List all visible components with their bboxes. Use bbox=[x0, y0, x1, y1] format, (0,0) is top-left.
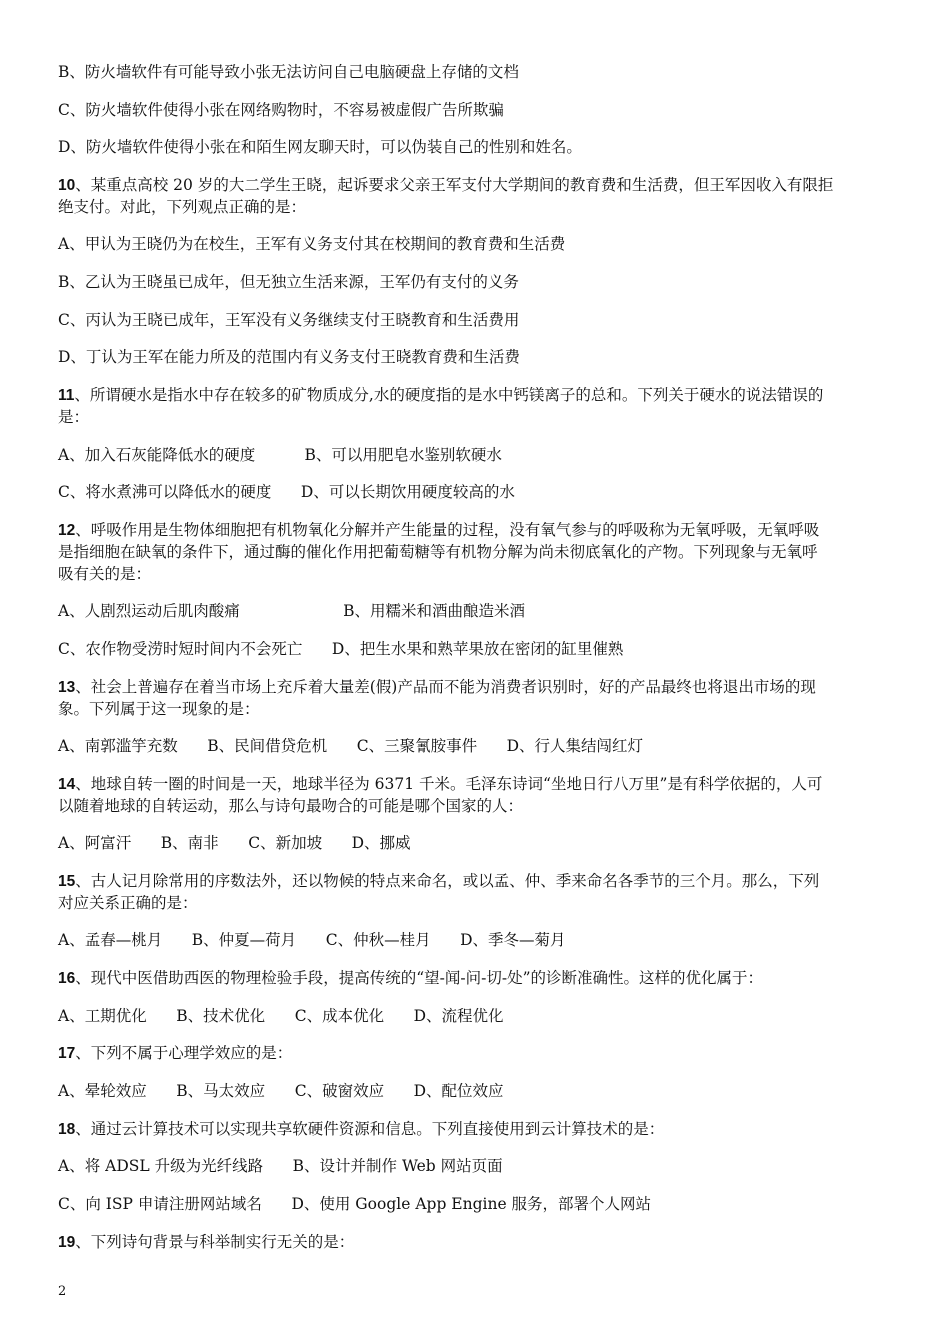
question-19: 19、下列诗句背景与科举制实行无关的是： bbox=[58, 1233, 355, 1251]
option-line: A、南郭滥竽充数 B、民间借贷危机 C、三聚氰胺事件 D、行人集结闯红灯 bbox=[58, 737, 644, 755]
page-number: 2 bbox=[58, 1284, 67, 1299]
text-line: 是： bbox=[58, 408, 90, 426]
question-17: 17、下列不属于心理学效应的是： bbox=[58, 1044, 293, 1062]
question-10: 10、某重点高校 20 岁的大二学生王晓，起诉要求父亲王军支付大学期间的教育费和生活费，但王军因收入有限拒 bbox=[58, 176, 834, 194]
option-line: A、工期优化 B、技术优化 C、成本优化 D、流程优化 bbox=[58, 1007, 504, 1025]
option-line: A、加入石灰能降低水的硬度 B、可以用肥皂水鉴别软硬水 bbox=[58, 446, 502, 464]
option-line: A、晕轮效应 B、马太效应 C、破窗效应 D、配位效应 bbox=[58, 1082, 504, 1100]
option-line: B、乙认为王晓虽已成年，但无独立生活来源，王军仍有支付的义务 bbox=[58, 273, 519, 291]
option-line: A、阿富汗 B、南非 C、新加坡 D、挪威 bbox=[58, 834, 411, 852]
text-line: 吸有关的是： bbox=[58, 565, 152, 583]
question-18: 18、通过云计算技术可以实现共享软硬件资源和信息。下列直接使用到云计算技术的是： bbox=[58, 1120, 665, 1138]
option-line: C、农作物受涝时短时间内不会死亡 D、把生水果和熟苹果放在密闭的缸里催熟 bbox=[58, 640, 624, 658]
option-line: C、将水煮沸可以降低水的硬度 D、可以长期饮用硬度较高的水 bbox=[58, 483, 515, 501]
option-line: A、将 ADSL 升级为光纤线路 B、设计并制作 Web 网站页面 bbox=[58, 1157, 503, 1175]
question-12: 12、呼吸作用是生物体细胞把有机物氧化分解并产生能量的过程，没有氧气参与的呼吸称为无氧呼吸，无氧呼吸 bbox=[58, 521, 820, 539]
text-line: C、防火墙软件使得小张在网络购物时，不容易被虚假广告所欺骗 bbox=[58, 101, 504, 119]
option-line: A、孟春—桃月 B、仲夏—荷月 C、仲秋—桂月 D、季冬—菊月 bbox=[58, 931, 566, 949]
option-line: A、甲认为王晓仍为在校生，王军有义务支付其在校期间的教育费和生活费 bbox=[58, 235, 566, 253]
question-13: 13、社会上普遍存在着当市场上充斥着大量差(假)产品而不能为消费者识别时，好的产品最终也将退出市场的现 bbox=[58, 678, 816, 696]
text-line: D、防火墙软件使得小张在和陌生网友聊天时，可以伪装自己的性别和姓名。 bbox=[58, 138, 582, 156]
text-line: B、防火墙软件有可能导致小张无法访问自己电脑硬盘上存储的文档 bbox=[58, 63, 519, 81]
question-15: 15、古人记月除常用的序数法外，还以物候的特点来命名，或以孟、仲、季来命名各季节的三个月。那么，下列 bbox=[58, 872, 820, 890]
option-line: C、向 ISP 申请注册网站域名 D、使用 Google App Engine 服务，部署个人网站 bbox=[58, 1195, 652, 1213]
option-line: A、人剧烈运动后肌肉酸痛 B、用糯米和酒曲酿造米酒 bbox=[58, 602, 526, 620]
question-16: 16、现代中医借助西医的物理检验手段，提高传统的“望-闻-问-切-处”的诊断准确性。这样的优化属于： bbox=[58, 969, 764, 987]
text-line: 对应关系正确的是： bbox=[58, 894, 198, 912]
question-14: 14、地球自转一圈的时间是一天，地球半径为 6371 千米。毛泽东诗词“坐地日行八万里”是有科学依据的，人可 bbox=[58, 775, 823, 793]
option-line: C、丙认为王晓已成年，王军没有义务继续支付王晓教育和生活费用 bbox=[58, 311, 520, 329]
text-line: 象。下列属于这一现象的是： bbox=[58, 700, 260, 718]
question-11: 11、所谓硬水是指水中存在较多的矿物质成分,水的硬度指的是水中钙镁离子的总和。下列关于硬水的说法错误的 bbox=[58, 386, 824, 404]
text-line: 绝支付。对此，下列观点正确的是： bbox=[58, 198, 307, 216]
text-line: 是指细胞在缺氧的条件下，通过酶的催化作用把葡萄糖等有机物分解为尚未彻底氧化的产物。下列现象与无氧呼 bbox=[58, 543, 818, 561]
option-line: D、丁认为王军在能力所及的范围内有义务支付王晓教育费和生活费 bbox=[58, 348, 520, 366]
text-line: 以随着地球的自转运动，那么与诗句最吻合的可能是哪个国家的人： bbox=[58, 797, 524, 815]
